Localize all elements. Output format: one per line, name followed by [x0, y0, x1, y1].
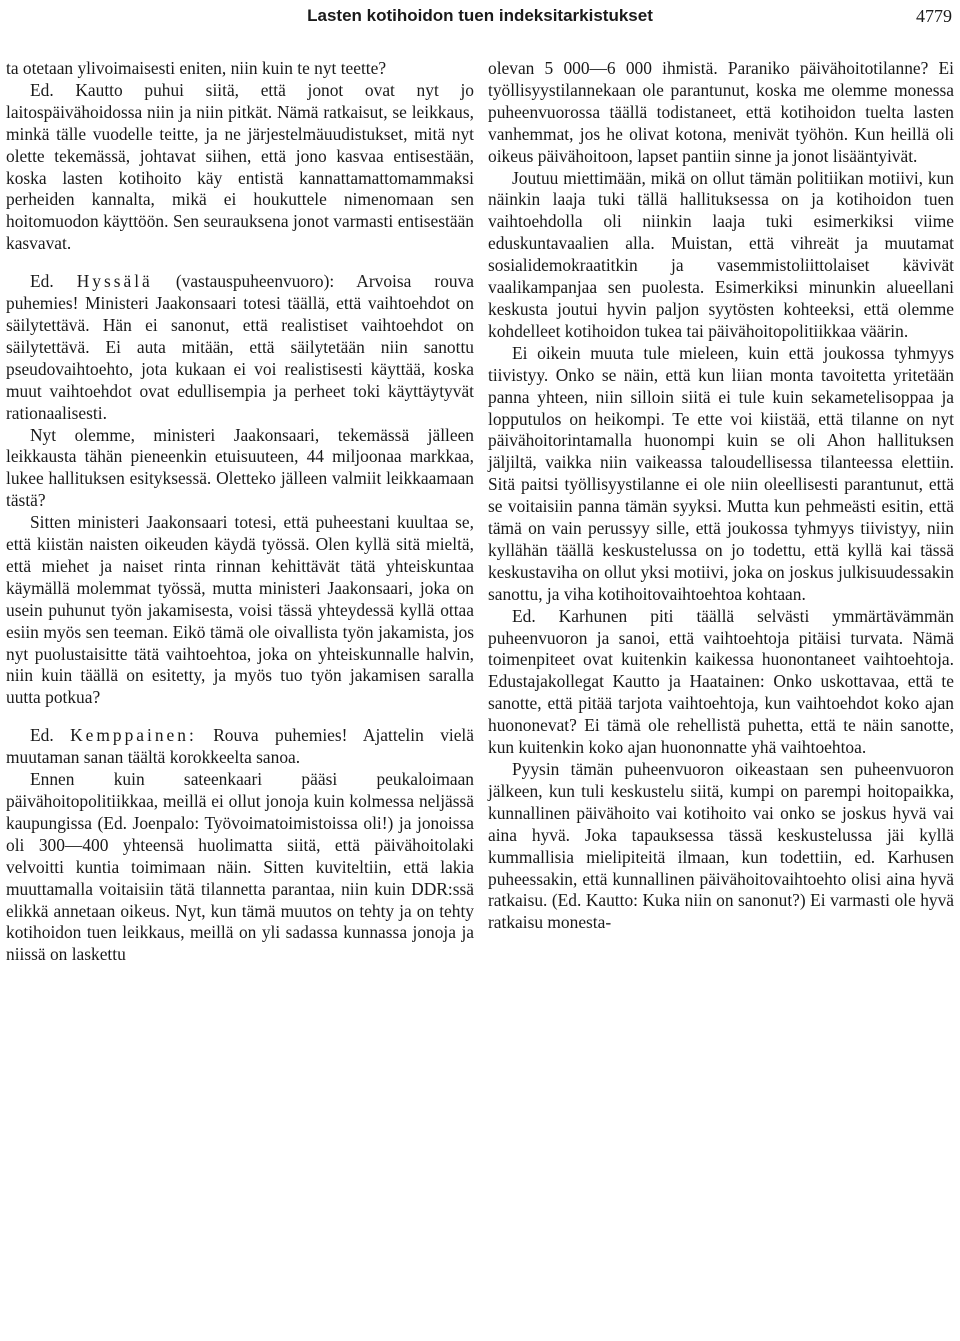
speaker-name: Hyssälä — [76, 271, 153, 292]
paragraph: ta otetaan ylivoimaisesti eniten, niin kuin te nyt teette? — [6, 58, 387, 78]
running-title: Lasten kotihoidon tuen indeksitarkistukset — [307, 6, 653, 25]
page-header — [0, 6, 960, 32]
speaker-prefix: Ed. — [30, 271, 54, 292]
paragraph: olevan 5 000—6 000 ihmistä. Paraniko päivähoitotilanne? Ei työllisyystilannekaan ole parantunut, koska me olemme monessa puheenvuorossa täällä todistaneet, että kotihoidon tuelta lasten vanhemmat, jos he olivat kotona, menivät työhön. Kun heillä oli oikeus päivähoitoon, lapset pantiin sinne ja jonot lisääntyivät. — [488, 58, 954, 166]
speech-text: Rouva puhemies! Ajattelin vielä muutaman sanan täältä korokkeelta sanoa. — [6, 725, 474, 768]
paragraph: Pyysin tämän puheenvuoron oikeastaan sen puheenvuoron jälkeen, kun tuli keskustelu siitä, kumpi on parempi hoitopaikka, kunnallinen päivähoito vai kotihoito vai onko se joskus hyvä vai aina hyvä. Joka tapauksessa tässä keskustelussa jäi kyllä kummallisia mielipiteitä ilmaan, kun todettiin, ed. Karhusen puheessakin, että kunnallinen päivähoitovaihtoehto olisi aina hyvä ratkaisu. (Ed. Kautto: Kuka niin on sanonut?) Ei varmasti ole hyvä ratkaisu monesta- — [488, 759, 954, 933]
speech-text: (vastauspuheenvuoro): Arvoisa rouva puhemies! Ministeri Jaakonsaari totesi täällä, että vaihtoehdot on säilytettävä. Hän ei sanonut, että realistiset vaihtoehdot on säilytettävä. Ei auta mitään, että säilytetään niin sanottu pseudovaihtoehto, jota kukaan ei voi realistisesti käyttää, koska muut vaihtoehdot ovat edullisempia ja perheet toki käyttäytyvät rationaalisesti. — [6, 271, 474, 423]
paragraph-speech — [6, 725, 474, 769]
page-number: 4779 — [916, 6, 952, 26]
paragraph: Sitten ministeri Jaakonsaari totesi, että puheestani kuultaa se, että kiistän naisten oikeuden käydä työssä. Olen kyllä sitä mieltä, että miehet ja naiset rinta rinnan kehittävät tätä yhteiskuntaa käymällä molemmat työssä, mutta ministeri Jaakonsaari, joka on usein puhunut työn jakamisesta, voisi tässä yhteydessä kyllä ottaa esiin myös sen teeman. Eikö tämä ole oivallista työn jakamista, jos nyt puolustaisitte tätä vaihtoehtoa, joka on yhteiskunnalle halvin, niin kuin täällä on esitetty, ja myös tuo työn jakamisen saralla uutta potkua? — [6, 512, 474, 708]
paragraph: Ennen kuin sateenkaari pääsi peukaloimaan päivähoitopolitiikkaa, meillä ei ollut jonoja kuin kolmessa neljässä kaupungissa (Ed. Joenpalo: Työvoimatoimistoissa oli!) ja jonoissa oli 300—400 yhteensä huolimatta siitä, että päivähoitolaki velvoitti kuntia toimimaan näin. Sitten kuviteltiin, että lakia muuttamalla voitaisiin tätä tilannetta parantaa, niin kuin DDR:ssä elikkä annetaan oikeus. Nyt, kun tämä muutos on tehty ja on tehty kotihoidon tuen leikkaus, meillä on yli sadassa kunnassa jonoja ja niissä on laskettu — [6, 769, 474, 965]
paragraph: Ei oikein muuta tule mieleen, kuin että joukossa tyhmyys tiivistyy. Onko se näin, että kun liian monta tavoitetta yritetään panna yhteen, niin silloin siitä ei tule kuin sekametelisoppaa ja lopputulos on heikompi. Te ette voi kiistää, että tilanne on nyt päivähoitorintamalla huonompi kuin se oli Ahon hallituksen jäljiltä, vaikka niin vaikeassa taloudellisessa tilanteessa elettiin. Sitä paitsi työllisyystilanne ei ole niin oleellisesti parantunut, että se voitaisiin panna tämän syyksi. Mutta kun pehmeästi esitin, että tämä on vain perussyy sille, että joukossa tyhmyys tiivistyy, niin kyllähän täällä keskustelussa on jo todettu, että kyllä kai tässä keskustaviha on ollut yksi motiivi, joka on joskus julkisuudessakin sanottu, ja viha kotihoitovaihtoehtoa kohtaan. — [488, 342, 954, 604]
left-column — [6, 58, 474, 966]
paragraph: Ed. Karhunen piti täällä selvästi ymmärtävämmän puheenvuoron ja sanoi, että vaihtoehtoja pitäisi turvata. Nämä toimenpiteet ovat kuitenkin kaikessa huonontaneet vaihtoehtoja. Edustajakollegat Kautto ja Haatainen: Onko uskottavaa, että te sanotte, että pitää tarjota vaihtoehtoja, kun vaihtoehdot koko ajan huononevat? Ei tämä ole rehellistä puhetta, että te näin sanotte, kun kuitenkin koko ajan huononnatte yhä vaihtoehtoa. — [488, 605, 954, 758]
speaker-prefix: Ed. — [30, 725, 54, 746]
paragraph: Ed. Kautto puhui siitä, että jonot ovat nyt jo laitospäivähoidossa niin ja niin pitkät. Nämä ratkaisut, se leikkaus, minkä tälle vuodelle teitte, ja ne järjestelmäuudistukset, mitä nyt olette tekemässä, johtavat siihen, että jono kasvaa entisestään, koska lasten kotihoito käy entistä kannattamattomammaksi perheiden kannalta, mikä ei houkuttele nimenomaan sen hoitomuodon käyttöön. Sen seurauksena jonot varmasti entisestään kasvavat. — [6, 79, 474, 254]
paragraph-speech — [6, 271, 474, 424]
paragraph: Joutuu miettimään, mikä on ollut tämän politiikan motiivi, kun näinkin laaja tuki tällä hallituksessa on ja kotihoidon tuen vaihtoehdolla oli niinkin laaja tuki esimerkiksi viime eduskuntavaalien alla. Muistan, että vihreät ja muutamat sosialidemokraatitkin ja vasemmistoliittolaiset kävivät vaalikampanjaa sen puolesta. Esimerkiksi minunkin alueellani keskusta joutui hyvin paljon syytösten kohteeksi, että olemme kohdelleet kotihoidon tukea tai päivähoitopolitiikkaa väärin. — [488, 167, 954, 341]
right-column — [488, 58, 954, 934]
paragraph: Nyt olemme, ministeri Jaakonsaari, tekemässä jälleen leikkausta tähän pieneenkin etuisuuteen, 44 miljoonaa markkaa, lukee hallituksen esityksessä. Oletteko jälleen valmiit leikkaamaan tästä? — [6, 424, 474, 511]
speaker-name: Kemppainen: — [70, 725, 197, 746]
